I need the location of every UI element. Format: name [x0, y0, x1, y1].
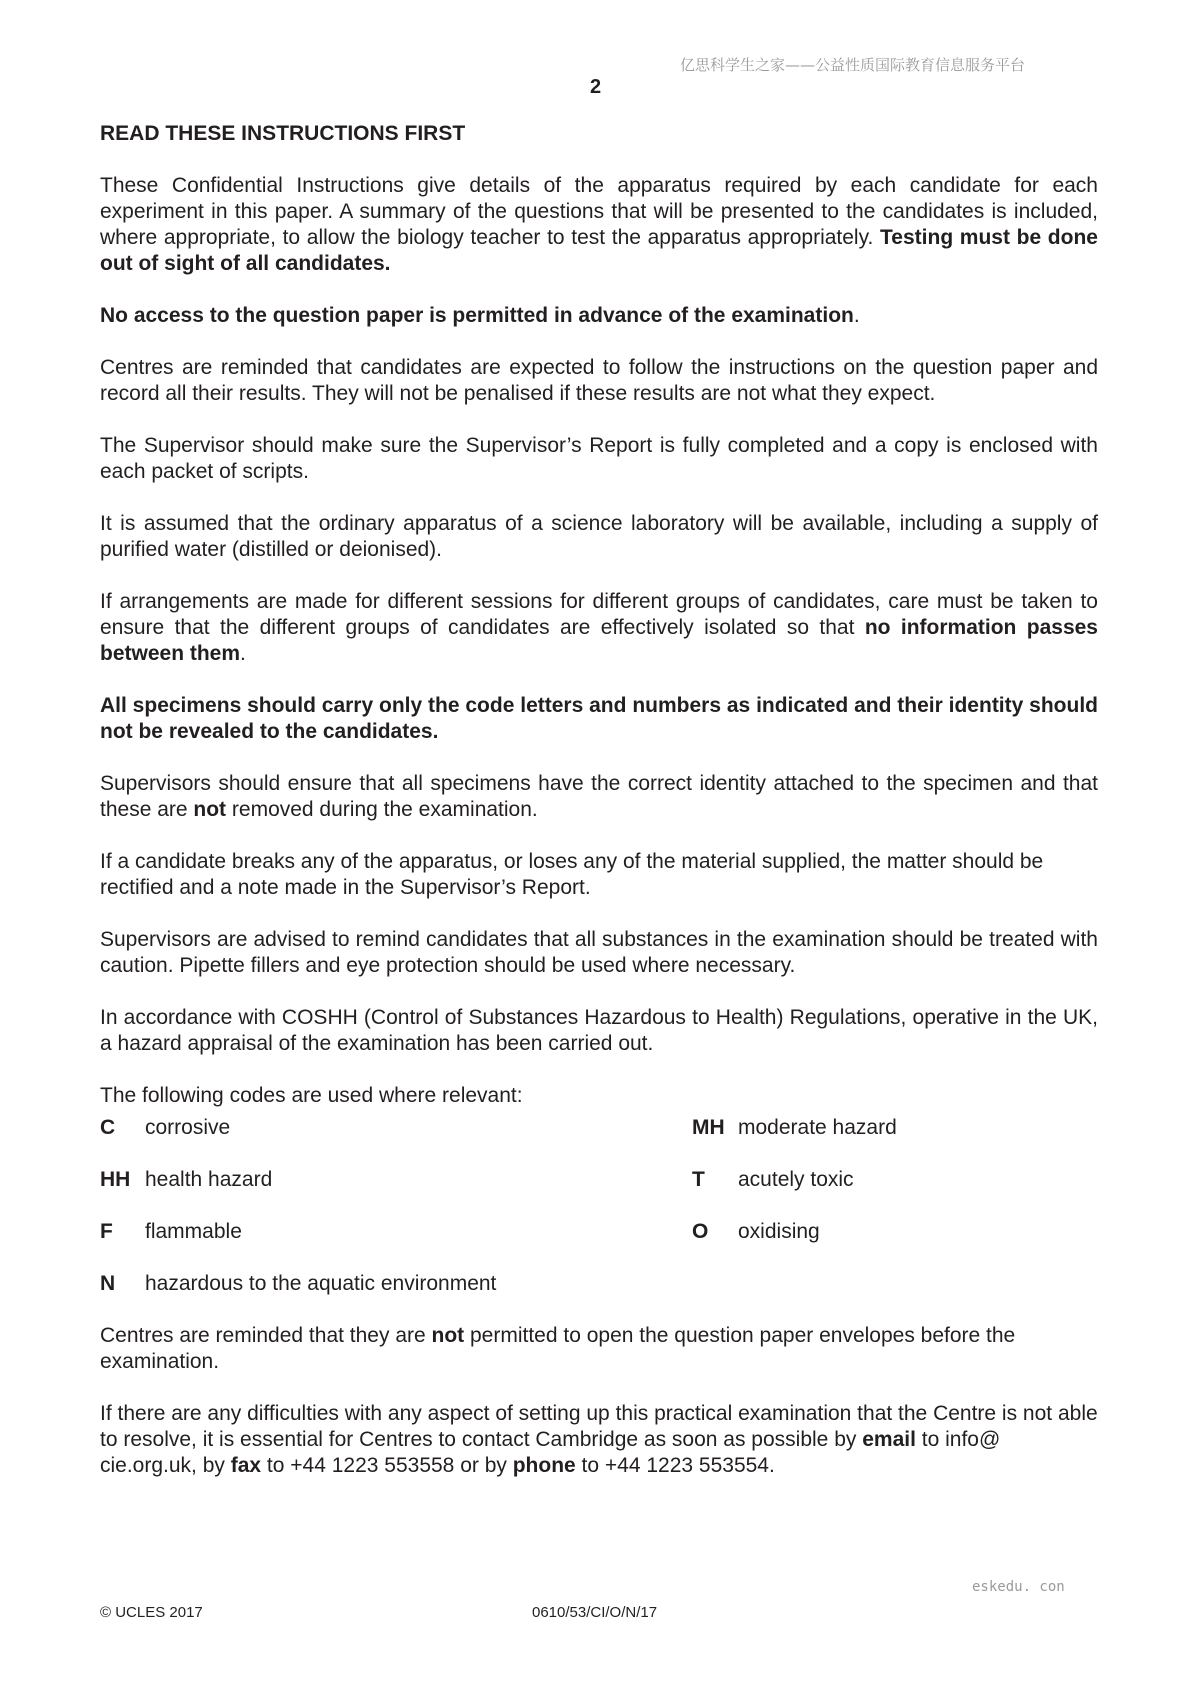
paragraph-text: These Confidential Instructions give details of the apparatus required by each candidate for each experiment in this paper. A summary of the questions that will be presented to the candidates is included, where appropriate, to allow the biology teacher to test the apparatus appropriately. — [100, 174, 1098, 249]
footer-copyright: © UCLES 2017 — [100, 1604, 203, 1621]
header-watermark: 亿思科学生之家——公益性质国际教育信息服务平台 — [680, 56, 1026, 74]
paragraph-confidential — [100, 173, 1098, 277]
hazard-code-health — [100, 1167, 272, 1193]
hazard-code-row — [100, 1271, 1098, 1323]
paragraph-bold: not — [431, 1324, 465, 1347]
hazard-code-moderate — [692, 1115, 897, 1141]
paragraph-text: to info@ cie.org.uk, by — [100, 1428, 1001, 1477]
hazard-code-oxidising — [692, 1219, 820, 1245]
paragraph-text: to +44 1223 553558 or by — [261, 1454, 513, 1477]
paragraph-bold: not — [193, 798, 227, 821]
hazard-code-row — [100, 1167, 1098, 1219]
paragraph-specimen-identity — [100, 771, 1098, 823]
paragraph-text: . — [240, 642, 246, 665]
contact-phone-label: phone — [512, 1454, 576, 1477]
hazard-code-flammable — [100, 1219, 242, 1245]
hazard-code-label: acutely toxic — [738, 1168, 854, 1191]
footer-watermark: eskedu. con — [972, 1579, 1065, 1595]
paragraph-text: If arrangements are made for different sessions for different groups of candidates, care must be taken to ensure that the different groups of candidates are effectively isolated so that — [100, 590, 1098, 639]
hazard-code-row — [100, 1219, 1098, 1271]
paragraph-codes-intro: The following codes are used where relevant: — [100, 1084, 523, 1107]
hazard-code-toxic — [692, 1167, 854, 1193]
hazard-code-letter: N — [100, 1272, 116, 1295]
hazard-code-letter: C — [100, 1116, 116, 1139]
paragraph-no-access — [100, 303, 1098, 329]
paragraph-text: Centres are reminded that they are — [100, 1324, 432, 1347]
contact-email-label: email — [862, 1428, 916, 1451]
hazard-code-corrosive — [100, 1115, 230, 1141]
paragraph-sessions — [100, 589, 1098, 667]
hazard-code-letter: O — [692, 1220, 709, 1243]
footer-paper-code: 0610/53/CI/O/N/17 — [532, 1604, 658, 1621]
hazard-code-label: oxidising — [738, 1220, 820, 1243]
contact-fax-label: fax — [230, 1454, 262, 1477]
paragraph-text: to +44 1223 553554. — [575, 1454, 775, 1477]
hazard-code-letter: F — [100, 1220, 113, 1243]
hazard-code-label: health hazard — [145, 1168, 273, 1191]
paragraph-coshh: In accordance with COSHH (Control of Substances Hazardous to Health) Regulations, operative in the UK, a hazard appraisal of the examination has been carried out. — [100, 1006, 1098, 1055]
paragraph-text: removed during the examination. — [226, 798, 538, 821]
paragraph-supervisor-report: The Supervisor should make sure the Supervisor’s Report is fully completed and a copy is enclosed with each packet of scripts. — [100, 434, 1098, 483]
page-number: 2 — [589, 76, 602, 98]
hazard-code-label: moderate hazard — [738, 1116, 897, 1139]
paragraph-bold: No access to the question paper is permitted in advance of the examination — [100, 304, 854, 327]
hazard-code-letter: HH — [100, 1168, 131, 1191]
hazard-code-label: hazardous to the aquatic environment — [145, 1272, 497, 1295]
hazard-code-letter: MH — [692, 1116, 725, 1139]
paragraph-results: Centres are reminded that candidates are expected to follow the instructions on the question paper and record all their results. They will not be penalised if these results are not what they expect. — [100, 356, 1098, 405]
hazard-code-aquatic — [100, 1271, 496, 1297]
paragraph-text: permitted to open the question paper envelopes before the examination. — [100, 1324, 1016, 1373]
paragraph-envelopes — [100, 1323, 1098, 1375]
paragraph-bold: All specimens should carry only the code letters and numbers as indicated and their identity should not be revealed to the candidates. — [100, 694, 1098, 743]
hazard-codes — [100, 1115, 1098, 1323]
paragraph-bold: no information passes between them — [100, 616, 1098, 665]
paragraph-apparatus: It is assumed that the ordinary apparatus of a science laboratory will be available, including a supply of purified water (distilled or deionised). — [100, 512, 1098, 561]
hazard-code-letter: T — [692, 1168, 705, 1191]
paragraph-text: . — [853, 304, 860, 327]
paragraph-bold: Testing must be done out of sight of all candidates. — [100, 226, 1098, 275]
hazard-code-label: flammable — [145, 1220, 242, 1243]
paragraph-contact — [100, 1401, 1098, 1479]
hazard-code-label: corrosive — [145, 1116, 231, 1139]
instructions-body — [100, 121, 1098, 1505]
instructions-heading: READ THESE INSTRUCTIONS FIRST — [100, 122, 466, 145]
paragraph-caution: Supervisors are advised to remind candidates that all substances in the examination should be treated with caution. Pipette fillers and eye protection should be used where necessary. — [100, 928, 1098, 977]
hazard-code-row — [100, 1115, 1098, 1167]
paragraph-text: Supervisors should ensure that all specimens have the correct identity attached to the specimen and that these are — [100, 772, 1098, 821]
paragraph-text: If there are any difficulties with any aspect of setting up this practical examination that the Centre is not able to resolve, it is essential for Centres to contact Cambridge as soon as possible by — [100, 1402, 1098, 1451]
paragraph-specimens — [100, 693, 1098, 745]
paragraph-breakage: If a candidate breaks any of the apparatus, or loses any of the material supplied, the matter should be rectified and a note made in the Supervisor’s Report. — [100, 850, 1044, 899]
